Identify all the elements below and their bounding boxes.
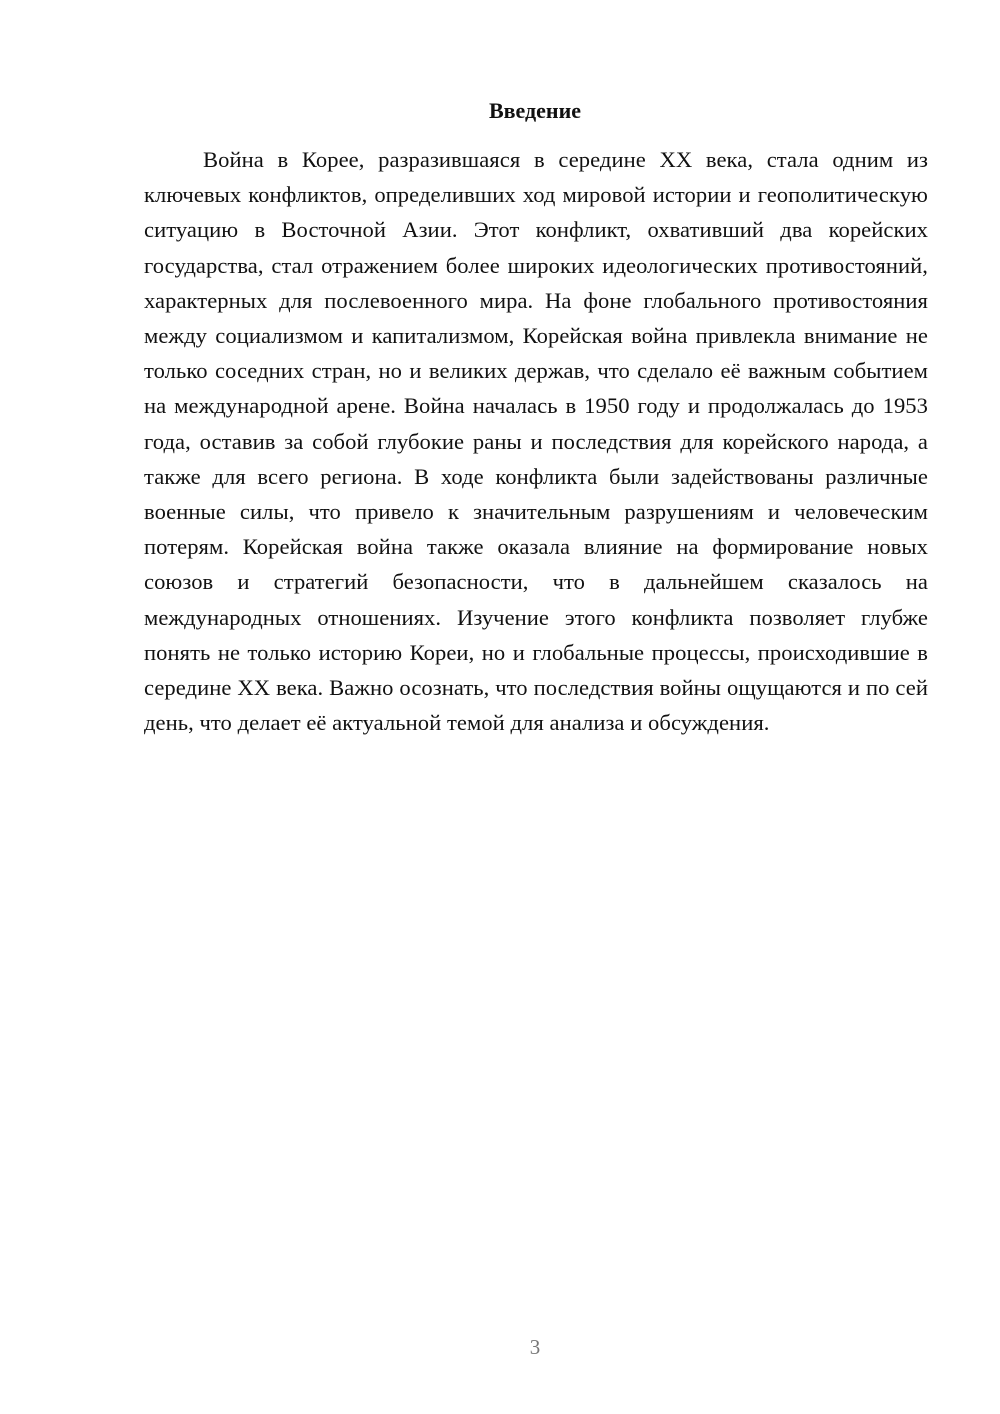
section-heading: Введение	[488, 98, 582, 123]
page-number: 3	[529, 1335, 541, 1359]
body-paragraph: Война в Корее, разразившаяся в середине XX века, стала одним из ключевых конфликтов, определивших ход мировой истории и геополитическую ситуацию в Восточной Азии. Этот конфликт, охвативший два корейских государства, стал отражением более широких идеологических противостояний, характерных для послевоенного мира. На фоне глобального противостояния между социализмом и капитализмом, Корейская война привлекла внимание не только соседних стран, но и великих держав, что сделало её важным событием на международной арене. Война началась в 1950 году и продолжалась до 1953 года, оставив за собой глубокие раны и последствия для корейского народа, а также для всего региона. В ходе конфликта были задействованы различные военные силы, что привело к значительным разрушениям и человеческим потерям. Корейская война также оказала влияние на формирование новых союзов и стратегий безопасности, что в дальнейшем сказалось на международных отношениях. Изучение этого конфликта позволяет глубже понять не только историю Кореи, но и глобальные процессы, происходившие в середине XX века. Важно осознать, что последствия войны ощущаются и по сей день, что делает её актуальной темой для анализа и обсуждения.	[144, 147, 928, 736]
